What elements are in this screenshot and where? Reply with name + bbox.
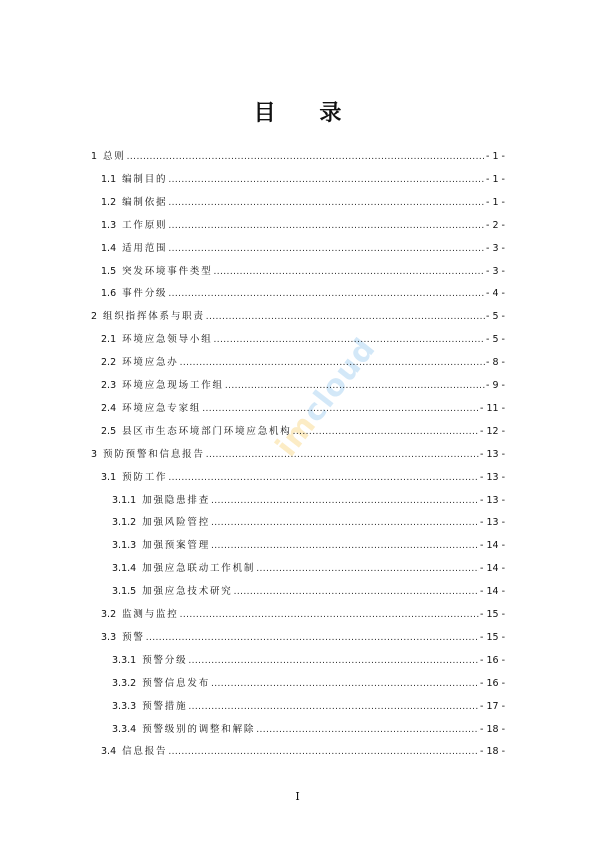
toc-entry-page: - 3 - [486,242,505,254]
toc-entry-page: - 17 - [480,700,505,712]
toc-entry-label: 编制目的 [122,173,168,185]
toc-entry-page: - 12 - [480,425,505,437]
toc-entry-page: - 5 - [486,311,505,323]
toc-entry-page: - 14 - [480,540,505,552]
toc-entry-number: 3.1 [101,471,117,483]
toc-entry-number: 3.1.2 [112,517,137,529]
toc-entry-page: - 13 - [480,517,505,529]
toc-entry-page: - 18 - [480,723,505,735]
toc-dot-leader [168,243,485,255]
toc-entry-number: 2.3 [101,380,117,391]
toc-entry-page: - 9 - [486,380,505,391]
toc-entry-label: 工作原则 [122,219,168,231]
toc-dot-leader [168,472,479,484]
toc-entry-number: 1.5 [101,265,117,277]
toc-entry-label: 环境应急专家组 [122,402,202,414]
toc-entry[interactable] [101,172,505,186]
toc-entry[interactable] [112,722,505,736]
toc-dot-leader [168,746,479,758]
toc-entry-page: - 18 - [480,746,505,758]
toc-dot-leader [206,311,485,323]
toc-entry-page: - 1 - [486,173,505,185]
toc-entry[interactable] [101,195,505,209]
toc-entry-label: 县区市生态环境部门环境应急机构 [122,425,292,437]
toc-entry-page: - 1 - [486,151,505,162]
toc-dot-leader [214,266,486,278]
toc-dot-leader [214,334,486,346]
toc-entry-label: 预警措施 [142,700,188,712]
toc-entry[interactable] [91,149,505,163]
toc-entry-label: 总则 [103,151,126,162]
toc-entry-label: 预警 [122,631,145,643]
toc-entry-number: 3.1.5 [112,586,137,598]
toc-entry-number: 2.1 [101,334,117,346]
toc-entry-label: 加强应急技术研究 [142,586,233,598]
toc-entry-page: - 14 - [480,586,505,598]
toc-entry-page: - 11 - [480,402,505,414]
toc-dot-leader [202,403,479,415]
toc-entry[interactable] [101,378,505,392]
toc-entry-label: 预警信息发布 [142,677,210,689]
toc-entry-number: 3.1.3 [112,540,137,552]
toc-entry-label: 环境应急办 [122,357,179,369]
toc-entry-page: - 5 - [486,334,505,346]
watermark-logo: imcloud [269,331,383,464]
toc-entry-label: 突发环境事件类型 [122,265,213,277]
toc-dot-leader [168,220,485,232]
toc-entry[interactable] [112,699,505,713]
toc-entry-number: 2.4 [101,402,117,414]
toc-dot-leader [168,197,485,209]
toc-entry-label: 适用范围 [122,242,168,254]
toc-entry-number: 3.2 [101,609,117,620]
toc-dot-leader [168,174,485,186]
toc-dot-leader [293,426,479,438]
toc-entry-number: 3.3.2 [112,677,137,689]
toc-entry-page: - 13 - [480,448,505,460]
toc-entry[interactable] [101,630,505,644]
toc-entry-label: 加强隐患排查 [142,494,210,506]
toc-entry[interactable] [112,653,505,667]
toc-entry-page: - 1 - [486,196,505,208]
toc-entry-number: 1.1 [101,173,117,185]
toc-dot-leader [168,288,485,300]
toc-entry-number: 3.4 [101,746,117,758]
toc-entry-number: 1.6 [101,288,117,300]
toc-dot-leader [146,632,479,644]
toc-entry-page: - 15 - [480,609,505,620]
toc-entry-number: 3 [91,448,98,460]
toc-entry-label: 环境应急现场工作组 [122,380,224,391]
toc-entry-page: - 16 - [480,654,505,666]
toc-entry-number: 1.2 [101,196,117,208]
toc-entry-label: 预警级别的调整和解除 [142,723,256,735]
toc-entry-label: 加强风险管控 [142,517,210,529]
toc-dot-leader [256,724,479,736]
toc-entry-label: 环境应急领导小组 [122,334,213,346]
toc-entry-number: 1.4 [101,242,117,254]
toc-entry[interactable] [91,447,505,461]
toc-entry-page: - 13 - [480,494,505,506]
toc-entry[interactable] [112,561,505,575]
toc-entry-label: 组织指挥体系与职责 [103,311,205,323]
toc-entry-label: 预防工作 [122,471,168,483]
toc-entry-label: 信息报告 [122,746,168,758]
toc-entry-number: 3.3 [101,631,117,643]
toc-entry-page: - 4 - [486,288,505,300]
toc-dot-leader [127,151,485,163]
toc-entry-page: - 14 - [480,563,505,575]
toc-dot-leader [211,678,479,690]
toc-dot-leader [180,609,479,621]
toc-entry[interactable] [101,332,505,346]
toc-entry-page: - 3 - [486,265,505,277]
toc-dot-leader [180,357,485,369]
toc-entry[interactable] [112,493,505,507]
toc-entry-number: 3.3.3 [112,700,137,712]
toc-entry-label: 监测与监控 [122,609,179,620]
toc-entry[interactable] [101,218,505,232]
toc-entry-label: 预警分级 [142,654,188,666]
toc-entry[interactable] [112,584,505,598]
toc-dot-leader [188,655,479,667]
toc-dot-leader [234,586,479,598]
toc-entry-page: - 8 - [486,357,505,369]
toc-entry-number: 2 [91,311,98,323]
toc-dot-leader [256,563,479,575]
toc-entry[interactable] [101,470,505,484]
toc-entry[interactable] [112,538,505,552]
page-title: 目 录 [253,100,360,126]
toc-entry-number: 2.5 [101,425,117,437]
toc-entry-page: - 15 - [480,631,505,643]
toc-entry-label: 编制依据 [122,196,168,208]
toc-entry[interactable] [91,309,505,323]
toc-dot-leader [211,495,479,507]
toc-entry[interactable] [101,241,505,255]
toc-entry-label: 加强预案管理 [142,540,210,552]
toc-dot-leader [206,449,479,461]
toc-entry-page: - 13 - [480,471,505,483]
toc-dot-leader [225,380,485,392]
toc-entry[interactable] [101,424,505,438]
toc-entry-page: - 16 - [480,677,505,689]
toc-entry-number: 2.2 [101,357,117,369]
toc-entry-number: 3.1.1 [112,494,137,506]
toc-entry-number: 1 [91,151,98,162]
toc-entry-number: 1.3 [101,219,117,231]
toc-entry[interactable] [101,401,505,415]
toc-entry-number: 3.3.4 [112,723,137,735]
toc-entry[interactable] [101,355,505,369]
toc-entry-label: 预防预警和信息报告 [103,448,205,460]
toc-dot-leader [211,517,479,529]
toc-entry[interactable] [101,264,505,278]
toc-dot-leader [211,540,479,552]
toc-entry[interactable] [112,515,505,529]
toc-entry-page: - 2 - [486,219,505,231]
toc-dot-leader [188,701,479,713]
toc-entry[interactable] [101,286,505,300]
toc-entry-label: 加强应急联动工作机制 [142,563,256,575]
toc-entry[interactable] [112,676,505,690]
toc-entry-number: 3.1.4 [112,563,137,575]
toc-entry[interactable] [101,744,505,758]
toc-entry-number: 3.3.1 [112,654,137,666]
toc-entry-label: 事件分级 [122,288,168,300]
page-number: I [295,790,300,803]
toc-entry[interactable] [101,607,505,621]
